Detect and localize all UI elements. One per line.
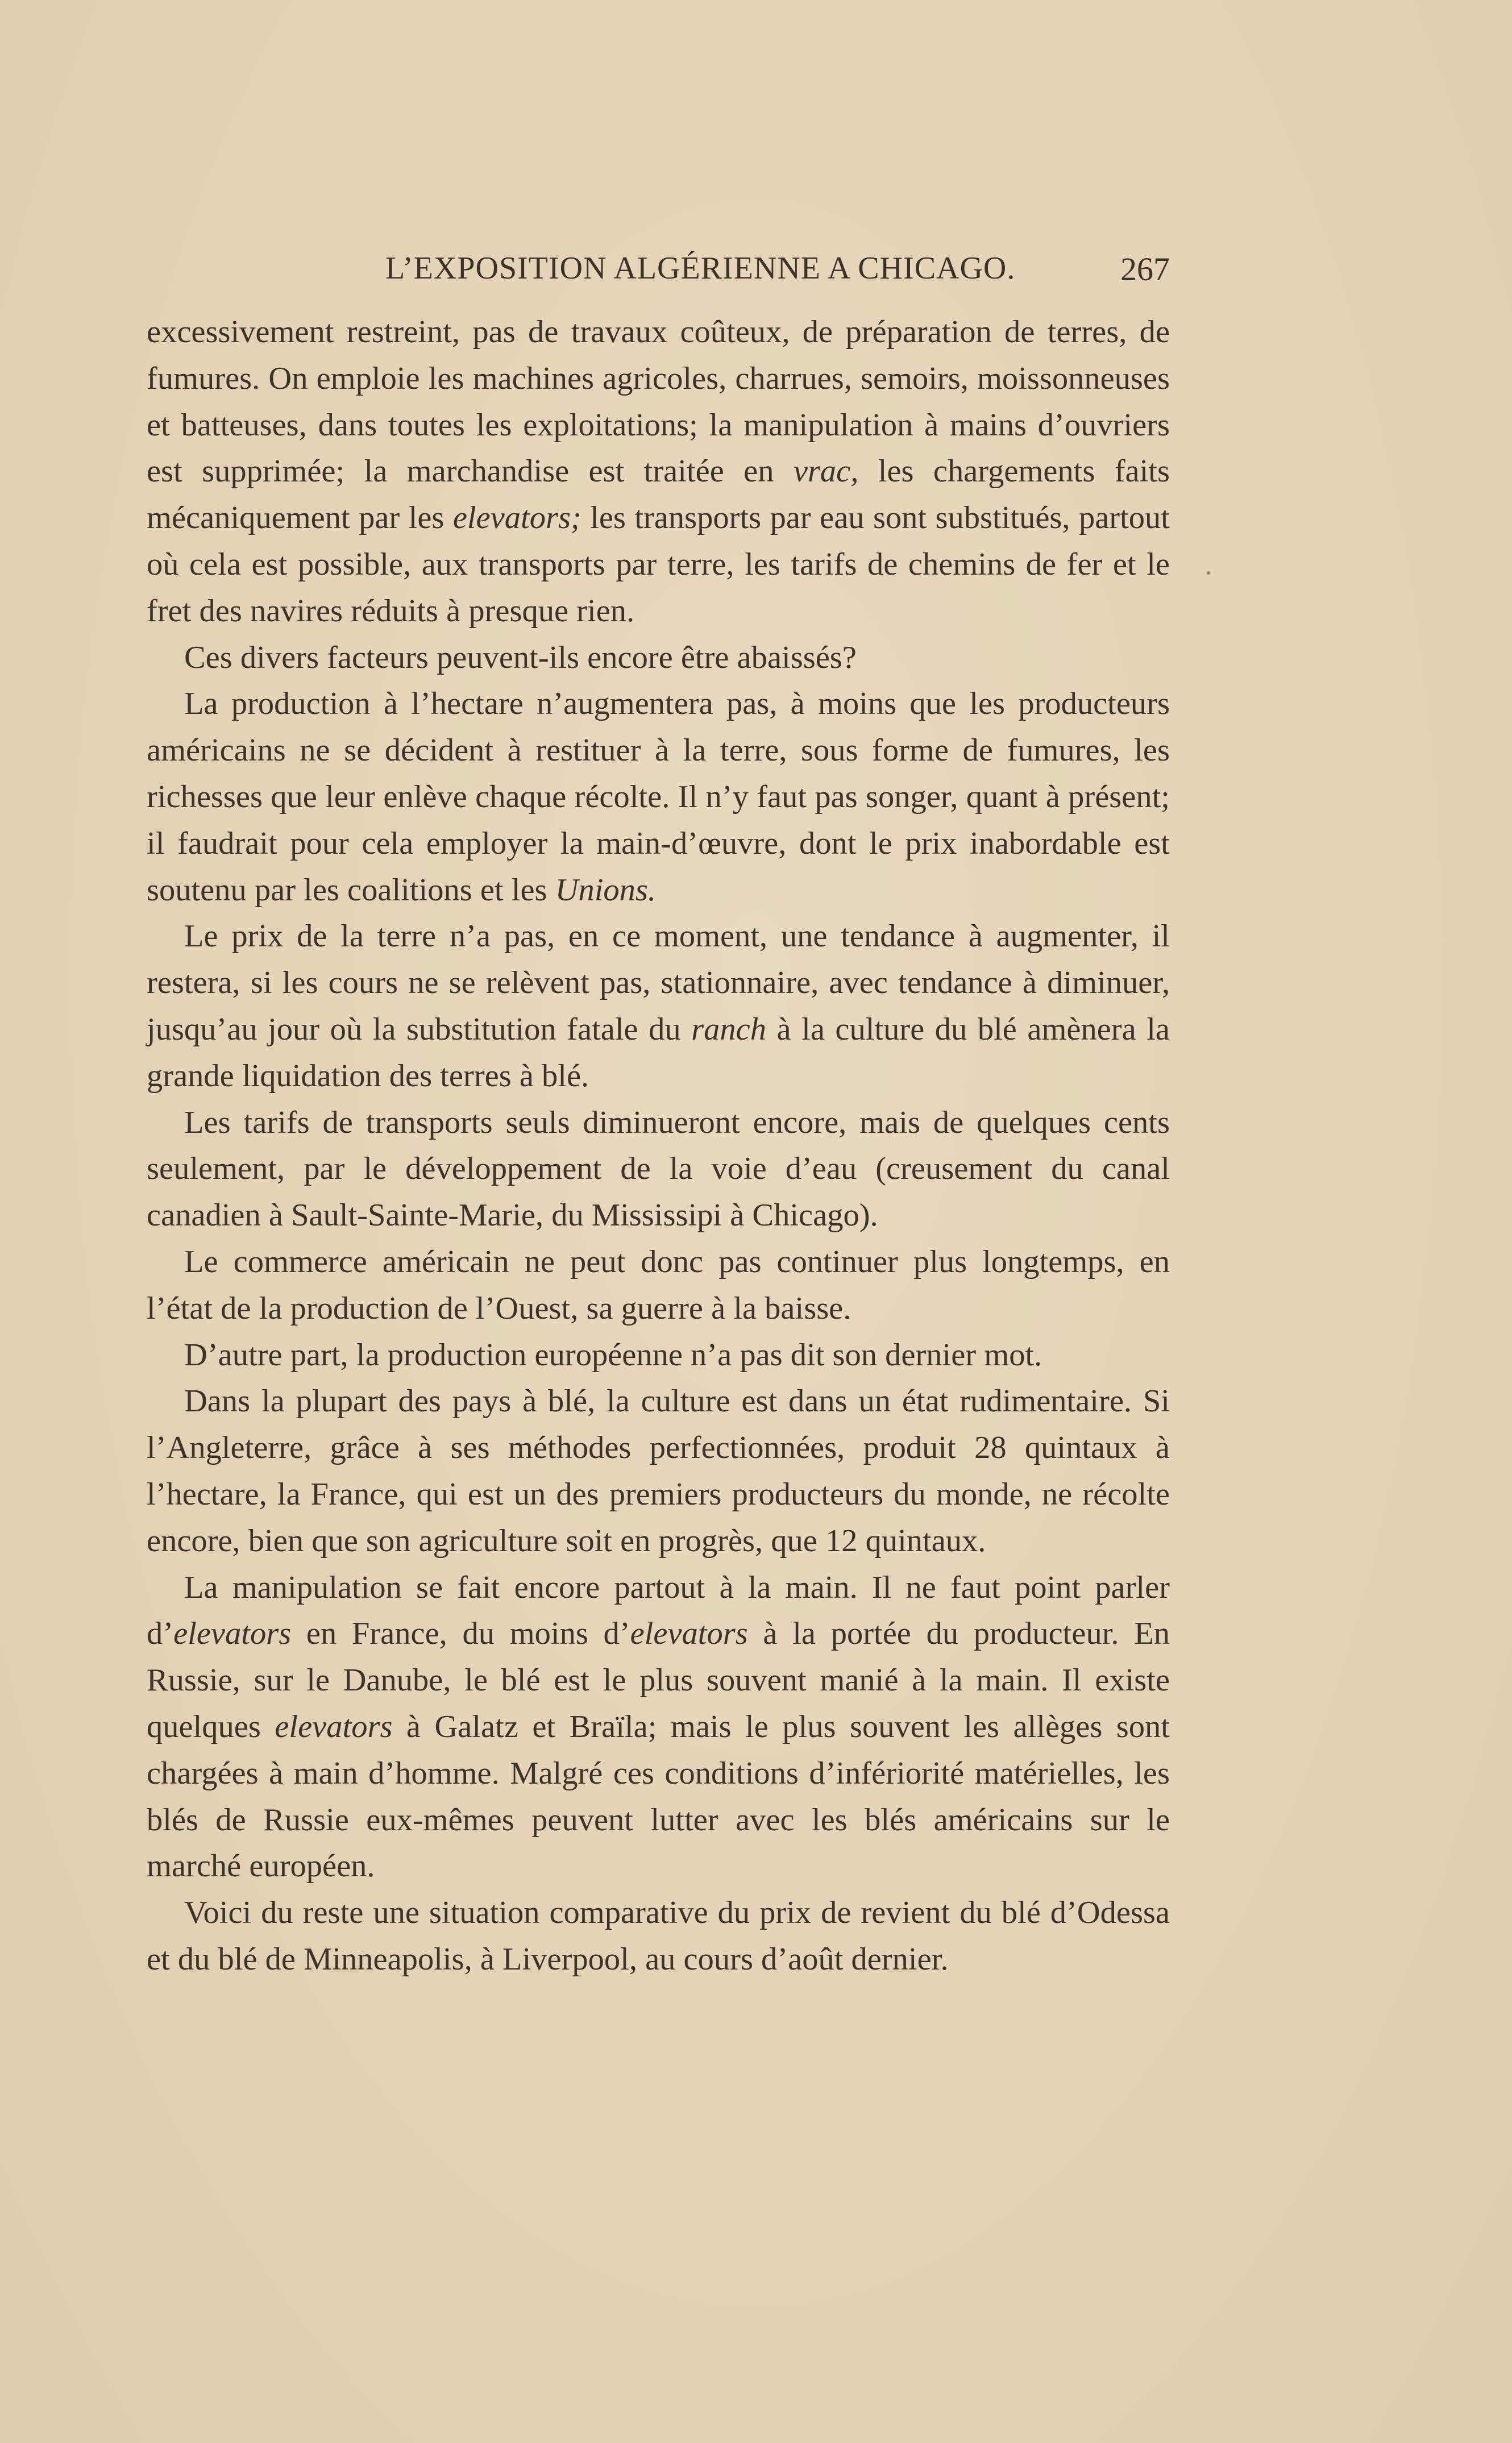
italic-unions: Unions. xyxy=(555,872,657,908)
paragraph-1 xyxy=(147,309,1170,635)
paragraph-6: Le commerce américain ne peut donc pas continuer plus longtemps, en l’état de la production de l’Ouest, sa guerre à la baisse. xyxy=(147,1244,1170,1326)
page-number: 267 xyxy=(1120,251,1170,288)
paragraph-10: Voici du reste une situation comparative du prix de revient du blé d’Odessa et du blé de Minneapolis, à Liverpool, au cours d’août dernier. xyxy=(147,1895,1170,1977)
italic-elevators-2: elevators xyxy=(630,1616,748,1652)
paper-speck xyxy=(1207,571,1210,575)
paragraph-9-part-d: à Galatz et Braïla; mais le plus souvent les allèges sont chargées à main d’homme. Malgré ces conditions d’infériorité matérielles, les blés de Russie eux-mêmes peuvent lutter avec les blés américains sur le marché européen. xyxy=(147,1709,1170,1884)
running-head: L’EXPOSITION ALGÉRIENNE A CHICAGO. xyxy=(385,251,1016,286)
paragraph-9-part-b: en France, du moins d’ xyxy=(291,1616,630,1652)
italic-vrac: vrac, xyxy=(793,454,859,489)
italic-ranch: ranch xyxy=(691,1011,766,1047)
paragraph-2: Ces divers facteurs peuvent-ils encore être abaissés? xyxy=(184,639,857,675)
italic-elevators-1: elevators xyxy=(173,1616,292,1652)
paragraph-4-before: Le prix de la terre n’a pas, en ce moment, une tendance à augmenter, il restera, si les cours ne se relèvent pas, stationnaire, avec tendance à diminuer, jusqu’au jour où la substitution fatale du xyxy=(147,919,1170,1047)
paragraph-5: Les tarifs de transports seuls diminueront encore, mais de quelques cents seulement, par le développement de la voie d’eau (creusement du canal canadien à Sault-Sainte-Marie, du Mississipi à Chicago). xyxy=(147,1104,1170,1233)
body-text xyxy=(147,309,1170,1983)
paragraph-1-end: les transports par eau sont substitués, partout où cela est possible, aux transports par terre, les tarifs de chemins de fer et le fret des navires réduits à presque rien. xyxy=(147,500,1170,629)
paragraph-3-before: La production à l’hectare n’augmentera pas, à moins que les producteurs américains ne se décident à restituer à la terre, sous forme de fumures, les richesses que leur enlève chaque récolte. Il n’y faut pas songer, quant à présent; il faudrait pour cela employer la main-d’œuvre, dont le prix inabordable est soutenu par les coalitions et les xyxy=(147,686,1170,908)
paragraph-7: D’autre part, la production européenne n’a pas dit son dernier mot. xyxy=(184,1337,1042,1373)
paragraph-4 xyxy=(147,913,1170,1099)
page-header xyxy=(147,250,1170,296)
paragraph-1-intro: excessivement restreint, pas de travaux coûteux, de préparation de terres, de fumures. On emploie les machines agricoles, charrues, semoirs, moissonneuses et batteuses, dans toutes les exploitations; la manipulation à mains d’ouvriers est supprimée; la marchandise est traitée en xyxy=(147,314,1170,489)
paragraph-9 xyxy=(147,1565,1170,1891)
italic-elevators-3: elevators xyxy=(275,1709,393,1744)
paragraph-9-part-c: à la portée du producteur. En Russie, sur le Danube, le blé est le plus souvent manié à la main. Il existe quelques xyxy=(147,1616,1170,1744)
paragraph-9-part-a: La manipulation se fait encore partout à la main. Il ne faut point parler d’ xyxy=(147,1569,1170,1652)
italic-elevators: elevators; xyxy=(452,500,581,536)
paragraph-4-after: à la culture du blé amènera la grande liquidation des terres à blé. xyxy=(147,1011,1170,1094)
paragraph-3 xyxy=(147,681,1170,913)
paragraph-1-mid: les chargements faits mécaniquement par les xyxy=(147,454,1170,536)
paragraph-8: Dans la plupart des pays à blé, la culture est dans un état rudimentaire. Si l’Angleterre, grâce à ses méthodes perfectionnées, produit 28 quintaux à l’hectare, la France, qui est un des premiers producteurs du monde, ne récolte encore, bien que son agriculture soit en progrès, que 12 quintaux. xyxy=(147,1383,1170,1559)
